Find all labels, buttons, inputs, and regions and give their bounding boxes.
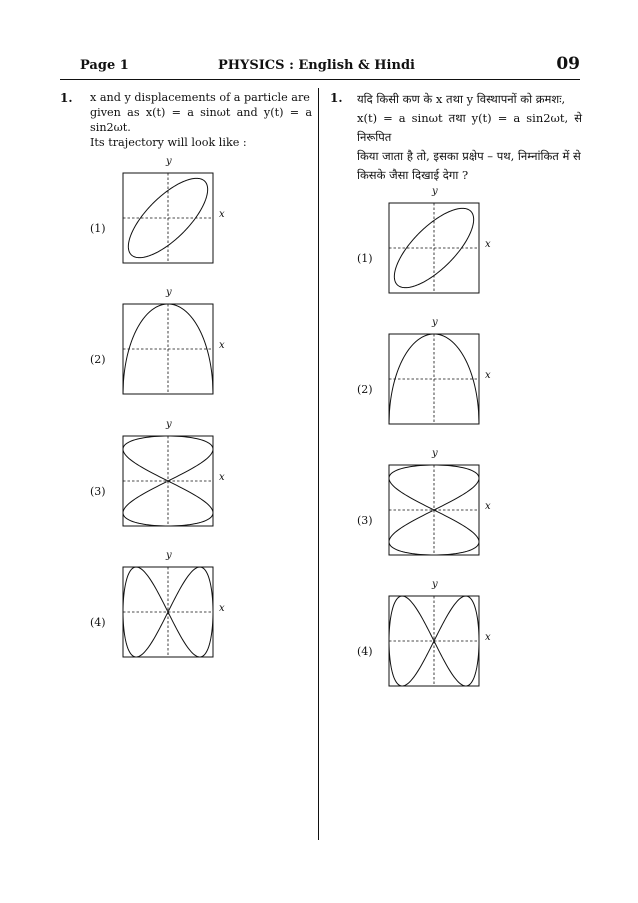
x-axis-label: x xyxy=(219,340,225,351)
question-line: x and y displacements of a particle are xyxy=(90,91,310,104)
y-axis-label: y xyxy=(166,287,172,298)
x-axis-label: x xyxy=(219,472,225,483)
trajectory-plot xyxy=(123,304,213,394)
option-figure-4-hindi xyxy=(389,596,479,690)
y-axis-label: y xyxy=(432,448,438,459)
subject-title: PHYSICS : English & Hindi xyxy=(218,58,415,73)
option-label: (4) xyxy=(357,645,373,658)
option-label: (3) xyxy=(90,485,106,498)
option-label: (1) xyxy=(357,252,373,265)
question-line: Its trajectory will look like : xyxy=(90,136,247,149)
column-divider xyxy=(318,88,319,840)
option-figure-3-english xyxy=(123,436,213,530)
trajectory-plot xyxy=(389,334,479,424)
question-line: x(t) = a sinωt तथा y(t) = a sin2ωt, से निरूपित xyxy=(357,111,582,144)
trajectory-plot xyxy=(123,436,213,526)
option-figure-4-english xyxy=(123,567,213,661)
y-axis-label: y xyxy=(166,550,172,561)
y-axis-label: y xyxy=(166,156,172,167)
trajectory-plot xyxy=(389,203,479,293)
page-number: 09 xyxy=(556,54,580,74)
y-axis-label: y xyxy=(432,317,438,328)
trajectory-plot xyxy=(389,465,479,555)
y-axis-label: y xyxy=(432,579,438,590)
option-label: (2) xyxy=(357,383,373,396)
x-axis-label: x xyxy=(485,632,491,643)
option-figure-2-english xyxy=(123,304,213,398)
option-label: (1) xyxy=(90,222,106,235)
page-header xyxy=(60,56,580,78)
option-figure-1-hindi xyxy=(389,203,479,297)
option-figure-1-english xyxy=(123,173,213,267)
trajectory-plot xyxy=(389,596,479,686)
option-label: (4) xyxy=(90,616,106,629)
x-axis-label: x xyxy=(219,209,225,220)
x-axis-label: x xyxy=(485,370,491,381)
question-number-english: 1. xyxy=(60,91,73,105)
x-axis-label: x xyxy=(219,603,225,614)
y-axis-label: y xyxy=(166,419,172,430)
y-axis-label: y xyxy=(432,186,438,197)
page-label: Page 1 xyxy=(80,58,129,73)
x-axis-label: x xyxy=(485,501,491,512)
option-figure-2-hindi xyxy=(389,334,479,428)
question-text-hindi xyxy=(357,90,582,185)
question-line: यदि किसी कण के x तथा y विस्थापनों को क्रमशः, xyxy=(357,92,566,106)
question-text-english xyxy=(90,90,312,150)
x-axis-label: x xyxy=(485,239,491,250)
question-line: किया जाता है तो, इसका प्रक्षेप – पथ, निम्नांकित में से xyxy=(357,149,581,163)
option-label: (2) xyxy=(90,353,106,366)
option-label: (3) xyxy=(357,514,373,527)
question-line: given as x(t) = a sinωt and y(t) = a sin2ωt. xyxy=(90,106,312,134)
trajectory-plot xyxy=(123,173,213,263)
option-figure-3-hindi xyxy=(389,465,479,559)
question-number-hindi: 1. xyxy=(330,91,343,105)
header-rule xyxy=(60,79,580,80)
trajectory-plot xyxy=(123,567,213,657)
question-line: किसके जैसा दिखाई देगा ? xyxy=(357,168,469,182)
